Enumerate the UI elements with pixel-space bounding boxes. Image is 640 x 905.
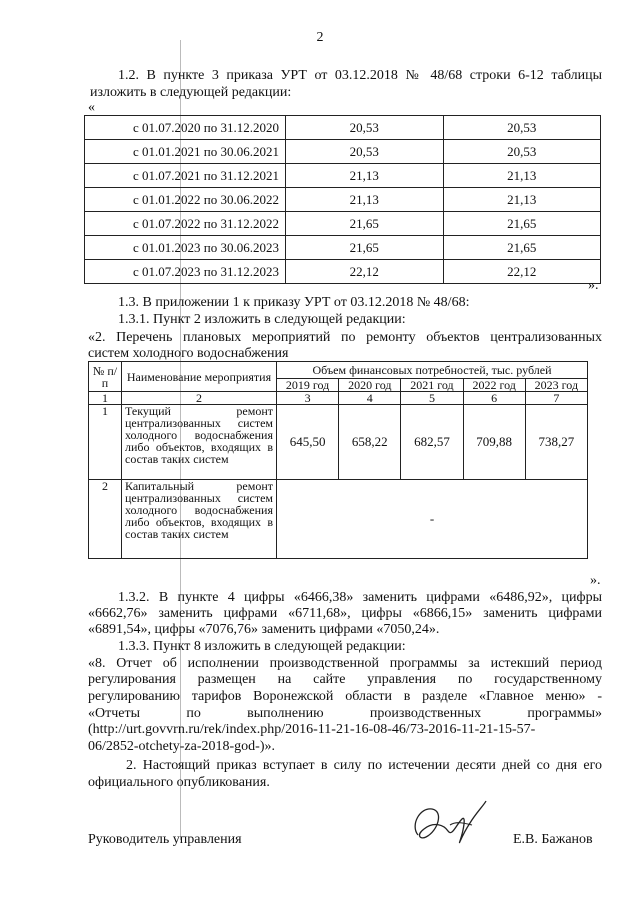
header-year: 2019 год xyxy=(277,379,339,392)
row1-value-2020: 658,22 xyxy=(339,405,401,480)
tariff-period: с 01.07.2021 по 31.12.2021 xyxy=(85,164,286,188)
header-year: 2021 год xyxy=(401,379,463,392)
header-year: 2022 год xyxy=(463,379,525,392)
para-8-line3: регулированию тарифов Воронежской области в разделе «Главное меню» - xyxy=(88,689,602,704)
tariff-row xyxy=(85,236,601,260)
tariff-value-2: 20,53 xyxy=(443,140,601,164)
para-8-line1: «8. Отчет об исполнении производственной программы за истекший период xyxy=(88,656,602,671)
para-1-3-2-line3: «6891,54», цифры «7076,76» заменить цифрами «7050,24». xyxy=(88,622,440,637)
column-number: 7 xyxy=(525,392,587,405)
signature-image xyxy=(400,795,500,850)
signer-title: Руководитель управления xyxy=(88,832,242,847)
row1-value-2019: 645,50 xyxy=(277,405,339,480)
tariff-value-1: 20,53 xyxy=(286,116,444,140)
column-number: 2 xyxy=(122,392,277,405)
para-1-2-line2: изложить в следующей редакции: xyxy=(90,85,292,100)
para-2-line1: «2. Перечень плановых мероприятий по ремонту объектов централизованных xyxy=(88,330,602,345)
tariff-value-2: 22,12 xyxy=(443,260,601,284)
para-1-3-2-line2: «6662,76» заменить цифрами «6711,68», цифры «6866,15» заменить цифрами xyxy=(88,606,602,621)
header-year: 2023 год xyxy=(525,379,587,392)
tariff-value-1: 21,65 xyxy=(286,236,444,260)
tariff-row xyxy=(85,188,601,212)
tariff-value-2: 21,65 xyxy=(443,236,601,260)
para-2-line2: систем холодного водоснабжения xyxy=(88,346,289,361)
header-volume: Объем финансовых потребностей, тыс. рублей xyxy=(277,362,588,379)
para-1-2-line1: 1.2. В пункте 3 приказа УРТ от 03.12.2018 № 48/68 строки 6-12 таблицы xyxy=(118,68,602,83)
tariff-value-1: 21,13 xyxy=(286,164,444,188)
tariff-value-1: 22,12 xyxy=(286,260,444,284)
tariff-row xyxy=(85,164,601,188)
tariff-period: с 01.07.2020 по 31.12.2020 xyxy=(85,116,286,140)
tariff-value-2: 20,53 xyxy=(443,116,601,140)
quote-close-1: ». xyxy=(588,278,599,293)
row1-num: 1 xyxy=(89,405,122,480)
tariff-row xyxy=(85,140,601,164)
tariff-period: с 01.07.2023 по 31.12.2023 xyxy=(85,260,286,284)
column-number: 4 xyxy=(339,392,401,405)
tariff-period: с 01.01.2021 по 30.06.2021 xyxy=(85,140,286,164)
row2-name: Капитальный ремонт централизованных систем холодного водоснабжения либо объектов, входящих в состав таких систем xyxy=(122,480,277,559)
tariff-period: с 01.07.2022 по 31.12.2022 xyxy=(85,212,286,236)
repair-plan-table xyxy=(88,361,588,559)
page-number: 2 xyxy=(316,30,324,45)
row1-value-2023: 738,27 xyxy=(525,405,587,480)
tariff-period: с 01.01.2023 по 30.06.2023 xyxy=(85,236,286,260)
row2-num: 2 xyxy=(89,480,122,559)
tariff-value-1: 21,13 xyxy=(286,188,444,212)
para-8-line4: «Отчеты по выполнению производственных программы» xyxy=(88,706,602,721)
tariff-value-1: 20,53 xyxy=(286,140,444,164)
row2-value: - xyxy=(277,480,588,559)
para-8-line2: регулирования размещен на сайте управления по государственному xyxy=(88,672,602,687)
column-number: 6 xyxy=(463,392,525,405)
tariff-value-2: 21,65 xyxy=(443,212,601,236)
para-8-line5: (http://urt.govvrn.ru/rek/index.php/2016-11-21-16-08-46/73-2016-11-21-15-57- xyxy=(88,722,536,737)
column-number: 5 xyxy=(401,392,463,405)
signer-name: Е.В. Бажанов xyxy=(513,832,593,847)
tariff-value-1: 21,65 xyxy=(286,212,444,236)
para-final-line2: официального опубликования. xyxy=(88,775,270,790)
row1-value-2021: 682,57 xyxy=(401,405,463,480)
para-8-line6: 06/2852-otchety-za-2018-god-)». xyxy=(88,739,275,754)
quote-open: « xyxy=(88,100,95,115)
header-num: № п/п xyxy=(89,362,122,392)
quote-close-2: ». xyxy=(590,573,601,588)
tariff-period: с 01.01.2022 по 30.06.2022 xyxy=(85,188,286,212)
tariff-row xyxy=(85,116,601,140)
column-number: 1 xyxy=(89,392,122,405)
row1-value-2022: 709,88 xyxy=(463,405,525,480)
header-name: Наименование мероприятия xyxy=(122,362,277,392)
para-final-line1: 2. Настоящий приказ вступает в силу по истечении десяти дней со дня его xyxy=(126,758,602,773)
tariff-row xyxy=(85,212,601,236)
header-year: 2020 год xyxy=(339,379,401,392)
tariff-value-2: 21,13 xyxy=(443,188,601,212)
para-1-3-3: 1.3.3. Пункт 8 изложить в следующей редакции: xyxy=(118,639,406,654)
tariff-table xyxy=(84,115,601,284)
para-1-3: 1.3. В приложении 1 к приказу УРТ от 03.12.2018 № 48/68: xyxy=(118,295,470,310)
column-number: 3 xyxy=(277,392,339,405)
para-1-3-2-line1: 1.3.2. В пункте 4 цифры «6466,38» заменить цифрами «6486,92», цифры xyxy=(118,590,602,605)
tariff-value-2: 21,13 xyxy=(443,164,601,188)
tariff-row xyxy=(85,260,601,284)
para-1-3-1: 1.3.1. Пункт 2 изложить в следующей редакции: xyxy=(118,312,406,327)
row1-name: Текущий ремонт централизованных систем холодного водоснабжения либо объектов, входящих в состав таких систем xyxy=(122,405,277,480)
